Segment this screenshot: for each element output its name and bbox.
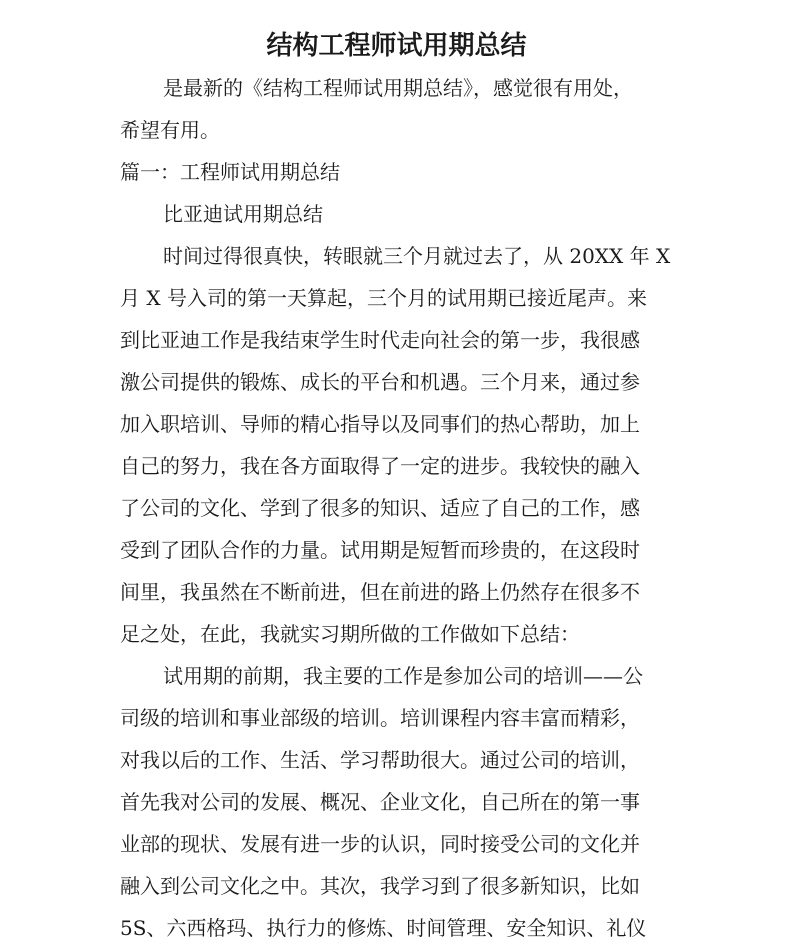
section-heading: 篇一：工程师试用期总结 xyxy=(120,160,340,184)
document-body xyxy=(120,67,680,949)
intro-paragraph: 是最新的《结构工程师试用期总结》，感觉很有用处， 希望有用。 xyxy=(120,76,633,142)
sub-heading: 比亚迪试用期总结 xyxy=(163,202,323,226)
body-paragraph: 时间过得很真快，转眼就三个月就过去了，从 20XX 年 X 月 X 号入司的第一天算起，三个月的试用期已接近尾声。来 到比亚迪工作是我结束学生时代走向社会的第一步，我很感 激公司提供的锻炼、成长的平台和机遇。三个月来，通过参 加入职培训、导师的精心指导以及同事们的热心帮助，加上 自己的努力，我在各方面取得了一定的进步。我较快的融入 了公司的文化、学到了很多的知识、适应了自己的工作，感 受到了团队合作的力量。试用期是短暂而珍贵的，在这段时 间里，我虽然在不断前进，但在前进的路上仍然存在很多不 足之处，在此，我就实习期所做的工作做如下总结： xyxy=(120,244,671,646)
document-title: 结构工程师试用期总结 xyxy=(266,31,527,61)
body-paragraph: 试用期的前期，我主要的工作是参加公司的培训——公 司级的培训和事业部级的培训。培训课程内容丰富而精彩， 对我以后的工作、生活、学习帮助很大。通过公司的培训， 首先我对公司的发展、概况、企业文化，自己所在的第一事 业部的现状、发展有进一步的认识，同时接受公司的文化并 融入到公司文化之中。其次，我学习到了很多新知识，比如 5S、六西格玛、执行力的修炼、时间管理、安全知识、礼仪 xyxy=(120,664,647,940)
